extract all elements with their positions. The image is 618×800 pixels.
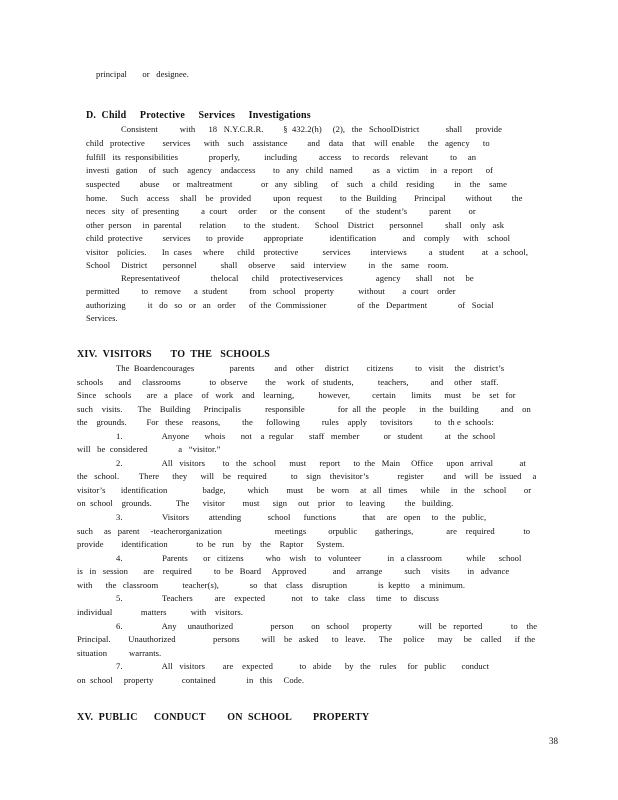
body-line: home. Such access shall be provided upon request to the Building Principal without the: [86, 193, 523, 203]
body-line: other person in parental relation to the student. School District personnel shall only ask: [86, 220, 505, 230]
section-d-heading: D. Child Protective Services Investigations: [86, 110, 311, 121]
page-number: 38: [549, 736, 558, 746]
body-line: The Boardencourages parents and other district citizens to visit the district’s: [116, 363, 505, 373]
body-line: will be considered a “visitor.”: [77, 444, 221, 454]
list-item: 6. Any unauthorized person on school property will be reported to the: [116, 621, 538, 631]
body-line: child protective services to provide appropriate identification and comply with school: [86, 233, 511, 243]
body-line: visitor policies. In cases where child protective services interviews a student at a school,: [86, 247, 529, 257]
body-line: individual matters with visitors.: [77, 607, 243, 617]
body-line: School District personnel shall observe said interview in the same room.: [86, 260, 449, 270]
body-line: schools and classrooms to observe the work of students, teachers, and other staff.: [77, 377, 499, 387]
list-item: 4. Parents or citizens who wish to volunteer in a classroom while school: [116, 553, 522, 563]
body-line: the school. There they will be required to sign thevisitor’s register and will be issued a: [77, 471, 537, 481]
list-item: 5. Teachers are expected not to take class time to discuss: [116, 593, 439, 603]
body-line: on school grounds. The visitor must sign out prior to leaving the building.: [77, 498, 454, 508]
body-line: Since schools are a place of work and learning, however, certain limits must be set for: [77, 390, 516, 400]
body-line: authorizing it do so or an order of the Commissioner of the Department of Social: [86, 300, 494, 310]
body-line: Services.: [86, 313, 118, 323]
body-line: such as parent -teacherorganization meetings orpublic gatherings, are required to: [77, 526, 531, 536]
body-line: with the classroom teacher(s), so that class disruption is keptto a minimum.: [77, 580, 466, 590]
body-line: on school property contained in this Code.: [77, 675, 305, 685]
body-line: provide identification to be run by the Raptor System.: [77, 539, 345, 549]
body-line: the grounds. For these reasons, the following rules apply tovisitors to th e schools:: [77, 417, 494, 427]
body-line: such visits. The Building Principalis responsible for all the people in the building and on: [77, 404, 531, 414]
list-item: 7. All visitors are expected to abide by the rules for public conduct: [116, 661, 490, 671]
body-line: situation warrants.: [77, 648, 162, 658]
body-line: suspected abuse or maltreatment or any sibling of such a child residing in the same: [86, 179, 508, 189]
list-item: 1. Anyone whois not a regular staff member or student at the school: [116, 431, 496, 441]
body-line: Consistent with 18 N.Y.C.R.R. § 432.2(h) (2), the SchoolDistrict shall provide: [121, 124, 502, 134]
body-line: child protective services with such assistance and data that will enable the agency to: [86, 138, 490, 148]
body-line: permitted to remove a student from school property without a court order: [86, 286, 456, 296]
body-line: investi gation of such agency andaccess to any child named as a victim in a report of: [86, 165, 494, 175]
list-item: 2. All visitors to the school must report to the Main Office upon arrival at: [116, 458, 526, 468]
continuation-line: principal or designee.: [96, 69, 189, 79]
body-line: Principal. Unauthorized persons will be asked to leave. The police may be called if the: [77, 634, 536, 644]
section-xiv-heading: XIV. VISITORS TO THE SCHOOLS: [77, 349, 270, 360]
body-line: Representativeof thelocal child protectiveservices agency shall not be: [121, 273, 474, 283]
body-line: is in session are required to be Board Approved and arrange such visits in advance: [77, 566, 510, 576]
section-xv-heading: XV. PUBLIC CONDUCT ON SCHOOL PROPERTY: [77, 712, 370, 723]
body-line: fulfill its responsibilities properly, including access to records relevant to an: [86, 152, 477, 162]
list-item: 3. Visitors attending school functions that are open to the public,: [116, 512, 487, 522]
body-line: visitor’s identification badge, which must be worn at all times while in the school or: [77, 485, 532, 495]
body-line: neces sity of presenting a court order or the consent of the student’s parent or: [86, 206, 476, 216]
